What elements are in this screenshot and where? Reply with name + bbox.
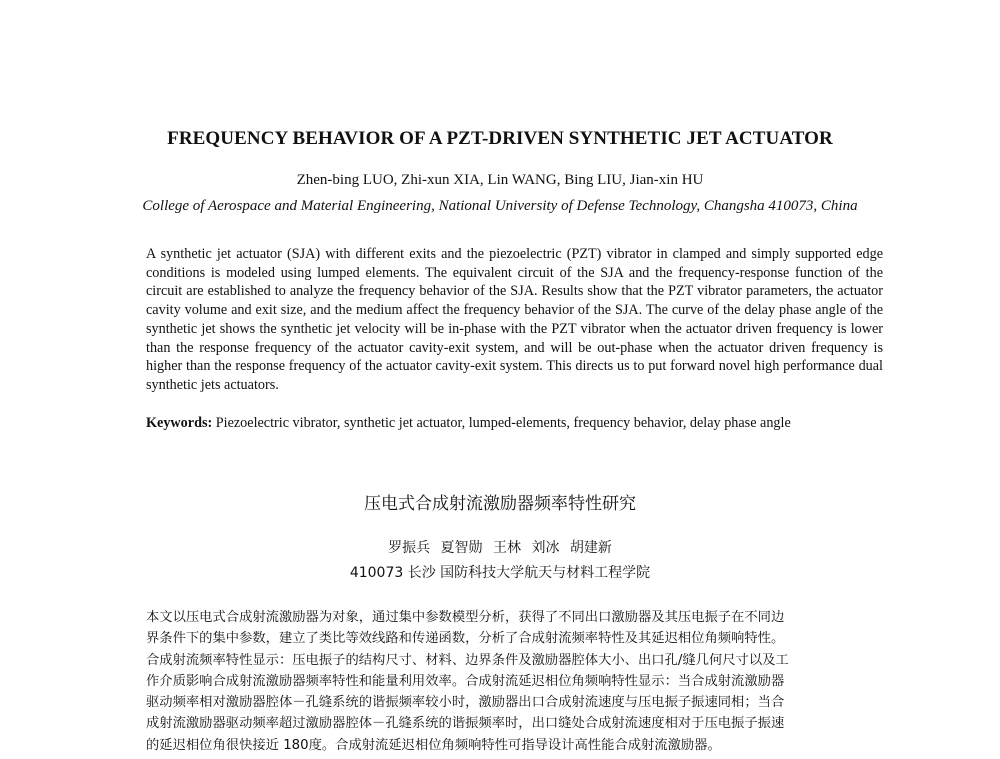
chinese-abstract-line: 合成射流频率特性显示：压电振子的结构尺寸、材料、边界条件及激励器腔体大小、出口孔/缝几何尺寸以及工: [146, 652, 789, 668]
english-affiliation: College of Aerospace and Material Engineering, National University of Defense Technology, Changsha 410073, China: [142, 198, 858, 214]
english-title: FREQUENCY BEHAVIOR OF A PZT-DRIVEN SYNTHETIC JET ACTUATOR: [167, 128, 833, 149]
chinese-abstract-line: 作介质影响合成射流激励器频率特性和能量利用效率。合成射流延迟相位角频响特性显示：当合成射流激励器: [146, 673, 785, 689]
english-authors: Zhen-bing LUO, Zhi-xun XIA, Lin WANG, Bing LIU, Jian-xin HU: [296, 172, 704, 188]
chinese-abstract: [146, 607, 883, 756]
chinese-abstract-line: 的延迟相位角很快接近 180度。合成射流延迟相位角频响特性可指导设计高性能合成射流激励器。: [146, 737, 721, 753]
english-abstract: A synthetic jet actuator (SJA) with different exits and the piezoelectric (PZT) vibrator in clamped and simply supported edge conditions is modeled using lumped elements. The equivalent circuit of the SJA and the frequency-response function of the circuit are established to analyze the frequency behavior of the SJA. Results show that the PZT vibrator parameters, the actuator cavity volume and exit size, and the medium affect the frequency behavior of the SJA. The curve of the delay phase angle of the synthetic jet shows the synthetic jet velocity will be in-phase with the PZT vibrator when the actuator driven frequency is lower than the response frequency of the actuator cavity-exit system, and will be out-phase when the actuator driven frequency is higher than the response frequency of the actuator cavity-exit system. This directs us to put forward novel high performance dual synthetic jets actuators.: [146, 246, 883, 393]
chinese-affiliation: 410073 长沙 国防科技大学航天与材料工程学院: [349, 565, 651, 581]
chinese-abstract-line: 成射流激励器驱动频率超过激励器腔体－孔缝系统的谐振频率时，出口缝处合成射流速度相对于压电振子振速: [146, 716, 785, 732]
chinese-abstract-line: 界条件下的集中参数，建立了类比等效线路和传递函数，分析了合成射流频率特性及其延迟相位角频响特性。: [146, 631, 785, 647]
chinese-authors: 罗振兵 夏智勋 王林 刘冰 胡建新: [388, 540, 612, 556]
english-keywords: [146, 414, 883, 433]
keywords-label: Keywords:: [146, 415, 213, 431]
keywords-text: Piezoelectric vibrator, synthetic jet actuator, lumped-elements, frequency behavior, delay phase angle: [215, 415, 791, 431]
chinese-abstract-line: 本文以压电式合成射流激励器为对象，通过集中参数模型分析，获得了不同出口激励器及其压电振子在不同边: [146, 610, 785, 625]
chinese-abstract-line: 驱动频率相对激励器腔体－孔缝系统的谐振频率较小时，激励器出口合成射流速度与压电振子振速同相；当合: [146, 695, 785, 711]
chinese-title: 压电式合成射流激励器频率特性研究: [364, 494, 636, 514]
